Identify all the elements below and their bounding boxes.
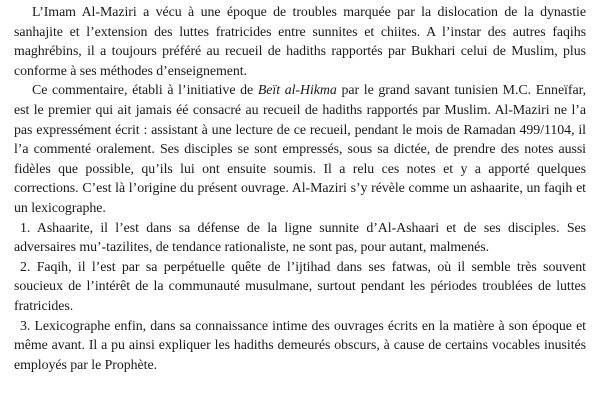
book-title-italic: Beït al-Hikma	[257, 83, 337, 99]
list-item-lexicographe: 3. Lexicographe enfin, dans sa connaissance intime des ouvrages écrits en la matière à son époque et même avant. Il a pu ainsi expliquer les hadiths demeurés obscurs, à cause de certains vocables inusités employés par le Prophète.	[14, 318, 586, 373]
commentary-text-before-title: Ce commentaire, établi à l’initiative de	[32, 83, 258, 99]
list-item-faqih: 2. Faqih, il l’est par sa perpétuelle quête de l’ijtihad dans ses fatwas, où il semble très souvent soucieux de l’intérêt de la communauté musulmane, surtout pendant les périodes troublées de luttes fratricides.	[14, 259, 586, 314]
paragraph-intro: L’Imam Al-Maziri a vécu à une époque de troubles marquée par la dislocation de la dynastie sanhajite et l’extension des luttes fratricides entre sunnites et chiites. A l’instar des autres faqihs maghrébins, il a toujours préféré au recueil de hadiths rapportés par Bukhari celui de Muslim, plus conforme à ses méthodes d’enseignement.	[14, 5, 586, 79]
commentary-text-after-title: par le grand savant tunisien M.C. Enneïfar, est le premier qui ait jamais éé consacré au recueil de hadiths rapportés par Muslim. Al-Maziri ne l’a pas expressément écrit : assistant à une lecture de ce recueil, pendant le mois de Ramadan 499/1104, il l’a commenté oralement. Ses disciples se sont empressés, sous sa dictée, de prendre des notes aussi fidèles que possible, qu’ils lui ont ensuite soumis. Il a relu ces notes et y a apporté quelques corrections. C’est là l’origine du présent ouvrage. Al-Maziri s’y révèle comme un ashaarite, un faqih et un lexicographe.	[14, 83, 587, 216]
list-item-ashaarite: 1. Ashaarite, il l’est dans sa défense de la ligne sunnite d’Al-Ashaari et de ses disciples. Ses adversaires mu’-tazilites, de tendance rationaliste, ne sont pas, pour autant, malmenés.	[14, 220, 586, 256]
paragraph-commentary	[14, 81, 586, 218]
